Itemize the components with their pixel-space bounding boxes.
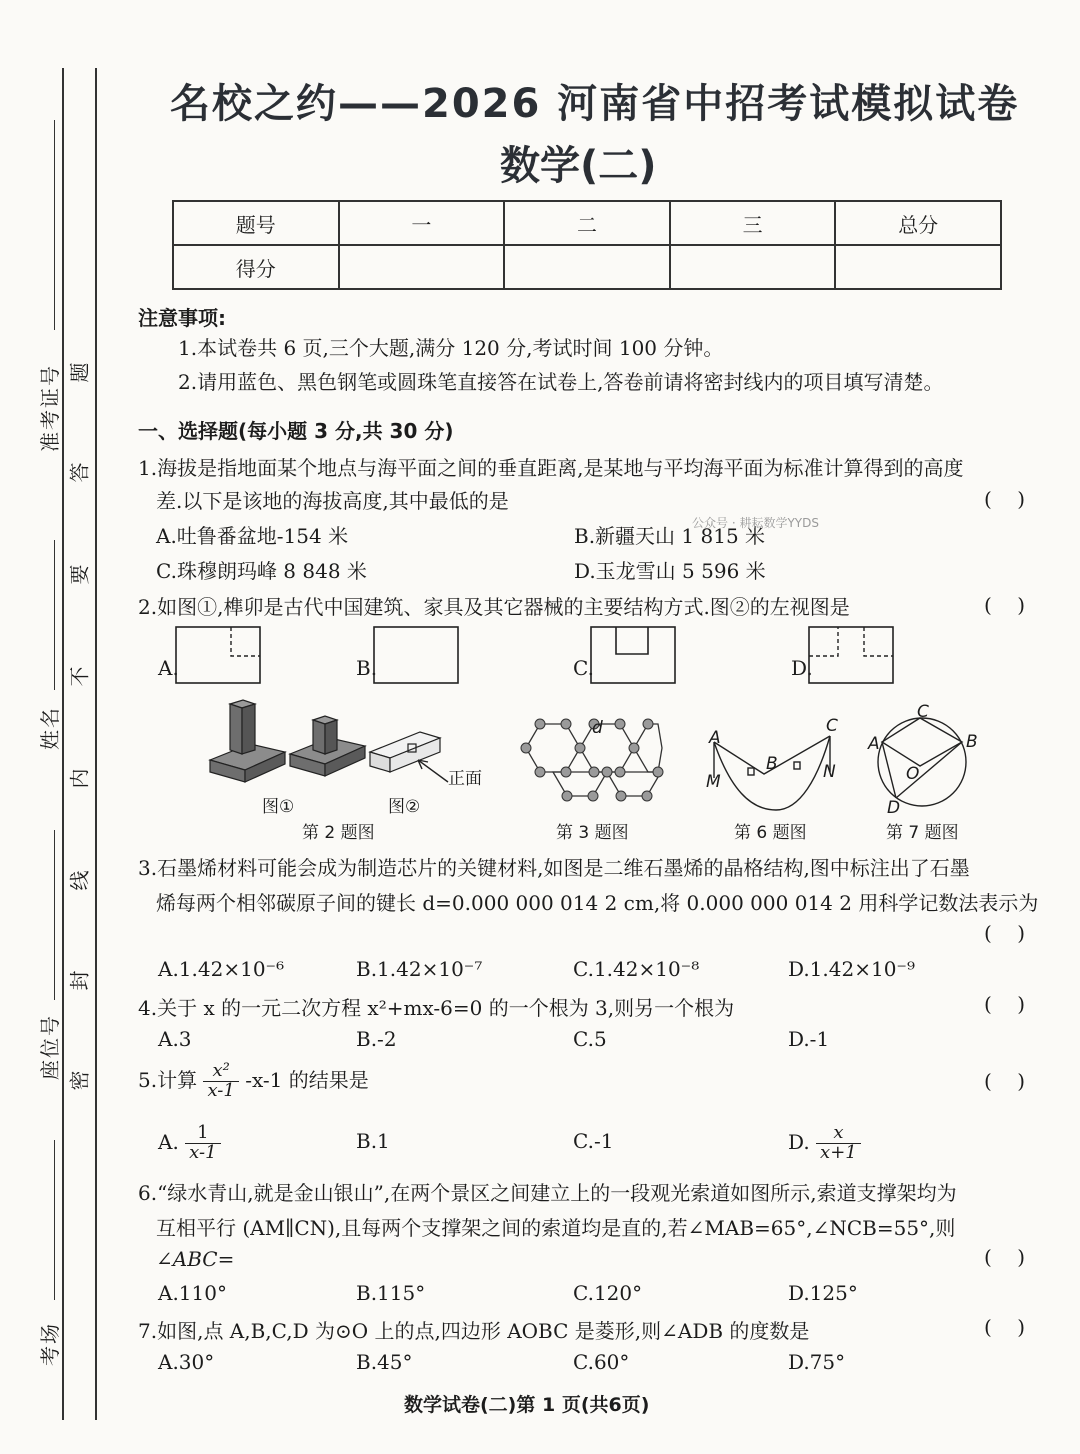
q7-circle-figure [872, 712, 972, 812]
q7-text: 7.如图,点 A,B,C,D 为⊙O 上的点,四边形 AOBC 是菱形,则∠ADB 的度数是 [138, 1319, 810, 1343]
q7-option-b[interactable]: B.45° [356, 1350, 413, 1374]
q5-option-a-fraction [185, 1124, 220, 1163]
q3-figure-caption: 第 3 题图 [556, 823, 629, 843]
q5-option-a-den: x-1 [189, 1141, 217, 1163]
exam-id-blank [54, 120, 55, 330]
score-header-cell: 总分 [835, 201, 1001, 245]
q5-option-a-num: 1 [185, 1124, 220, 1144]
q1-option-c[interactable]: C.珠穆朗玛峰 8 848 米 [156, 559, 367, 583]
q2-option-b-figure [373, 626, 463, 688]
q4-option-c[interactable]: C.5 [573, 1027, 607, 1051]
q3-option-d[interactable]: D.1.42×10⁻⁹ [788, 957, 915, 981]
score-row-label: 得分 [173, 245, 339, 289]
q2-option-d[interactable]: D. [791, 656, 813, 680]
fig7-label-c: C [917, 702, 929, 722]
q5-option-b[interactable]: B.1 [356, 1129, 390, 1153]
page-footer: 数学试卷(二)第 1 页(共6页) [404, 1394, 650, 1416]
seat-blank [54, 830, 55, 1000]
q2-option-d-figure [808, 626, 898, 688]
seal-char-6: 线 [67, 870, 92, 891]
score-cell[interactable] [835, 245, 1001, 289]
q6-text-line2: 互相平行 (AM∥CN),且每两个支撑架之间的索道均是直的,若∠MAB=65°,∠NCB=55°,则 [156, 1216, 956, 1240]
q5-option-d-den: x+1 [820, 1141, 857, 1163]
fig6-label-m: M [706, 772, 721, 792]
seal-char-3: 要 [67, 564, 92, 585]
q1-option-a[interactable]: A.吐鲁番盆地-154 米 [156, 524, 349, 548]
fig6-label-n: N [823, 762, 836, 782]
q5-answer-blank[interactable]: ( ) [984, 1069, 1026, 1093]
binding-line-inner [95, 68, 97, 1420]
q4-answer-blank[interactable]: ( ) [984, 992, 1026, 1016]
q5-option-d[interactable] [788, 1124, 861, 1163]
q5-option-c[interactable]: C.-1 [573, 1129, 614, 1153]
q6-option-b[interactable]: B.115° [356, 1281, 426, 1305]
notice-heading: 注意事项: [138, 306, 226, 330]
q2-option-c-figure [590, 626, 680, 688]
room-label: 考场 [38, 1322, 62, 1366]
q4-option-b[interactable]: B.-2 [356, 1027, 397, 1051]
q5-text [138, 1062, 369, 1101]
q3-text-line2: 烯每两个相邻碳原子间的键长 d=0.000 000 014 2 cm,将 0.000 000 014 2 用科学记数法表示为 [156, 891, 1039, 915]
q4-text: 4.关于 x 的一元二次方程 x²+mx-6=0 的一个根为 3,则另一个根为 [138, 996, 735, 1020]
q5-frac-den: x-1 [207, 1079, 235, 1101]
q6-answer-blank[interactable]: ( ) [984, 1245, 1026, 1269]
seal-char-5: 内 [67, 768, 92, 789]
q5-prefix: 5.计算 [138, 1067, 198, 1092]
q7-option-a[interactable]: A.30° [158, 1350, 215, 1374]
q1-text-line1: 1.海拔是指地面某个地点与海平面之间的垂直距离,是某地与平均海平面为标准计算得到的高度 [138, 456, 964, 480]
fig-2-label: 图② [388, 797, 421, 817]
seal-char-8: 密 [67, 1070, 92, 1091]
q7-answer-blank[interactable]: ( ) [984, 1315, 1026, 1339]
q5-option-d-label: D. [788, 1129, 810, 1154]
fig7-label-a: A [868, 734, 880, 754]
q5-fraction [203, 1062, 238, 1101]
q3-option-b[interactable]: B.1.42×10⁻⁷ [356, 957, 483, 981]
q5-option-d-fraction [816, 1124, 861, 1163]
room-blank [54, 1140, 55, 1300]
score-cell[interactable] [504, 245, 670, 289]
fig6-label-a: A [709, 728, 721, 748]
seal-char-4: 不 [67, 666, 92, 687]
q6-option-a[interactable]: A.110° [158, 1281, 227, 1305]
q3-option-a[interactable]: A.1.42×10⁻⁶ [158, 957, 285, 981]
q7-option-d[interactable]: D.75° [788, 1350, 846, 1374]
score-header-cell: 二 [504, 201, 670, 245]
fig3-label-d: d [592, 718, 603, 738]
q3-text-line1: 3.石墨烯材料可能会成为制造芯片的关键材料,如图是二维石墨烯的晶格结构,图中标注出了石墨 [138, 856, 970, 880]
seat-label: 座位号 [38, 1014, 62, 1080]
q3-answer-blank[interactable]: ( ) [984, 921, 1026, 945]
q1-option-d[interactable]: D.玉龙雪山 5 596 米 [574, 559, 766, 583]
fig6-label-b: B [766, 754, 778, 774]
name-label: 姓名 [38, 706, 62, 750]
fig6-label-c: C [826, 716, 838, 736]
front-arrow-icon [412, 756, 452, 786]
q1-text-line2: 差.以下是该地的海拔高度,其中最低的是 [156, 489, 509, 513]
q2-option-a[interactable]: A. [158, 656, 179, 680]
q5-option-d-num: x [816, 1124, 861, 1144]
score-cell[interactable] [339, 245, 505, 289]
score-header-cell: 一 [339, 201, 505, 245]
q5-suffix: -x-1 的结果是 [245, 1067, 369, 1092]
q5-option-a-label: A. [158, 1129, 179, 1154]
q1-answer-blank[interactable]: ( ) [984, 487, 1026, 511]
q2-option-c[interactable]: C. [573, 656, 594, 680]
seal-char-2: 答 [67, 462, 92, 483]
q6-text-line3: ∠ABC= [156, 1247, 235, 1271]
notice-item-1: 1.本试卷共 6 页,三个大题,满分 120 分,考试时间 100 分钟。 [178, 336, 724, 360]
q2-figure-caption: 第 2 题图 [302, 823, 375, 843]
q2-option-b[interactable]: B. [356, 656, 378, 680]
q5-frac-num: x² [203, 1062, 238, 1082]
q7-option-c[interactable]: C.60° [573, 1350, 630, 1374]
q2-option-a-figure [175, 626, 265, 688]
seal-char-7: 封 [67, 970, 92, 991]
fig-1-label: 图① [262, 797, 295, 817]
q6-option-c[interactable]: C.120° [573, 1281, 643, 1305]
score-table [172, 200, 1002, 290]
q5-option-a[interactable] [158, 1124, 221, 1163]
q2-text: 2.如图①,榫卯是古代中国建筑、家具及其它器械的主要结构方式.图②的左视图是 [138, 595, 850, 619]
score-header-cell: 三 [670, 201, 836, 245]
q3-option-c[interactable]: C.1.42×10⁻⁸ [573, 957, 700, 981]
name-blank [54, 540, 55, 690]
q6-option-d[interactable]: D.125° [788, 1281, 858, 1305]
exam-title: 名校之约——2026 河南省中招考试模拟试卷 [170, 81, 1020, 127]
exam-subtitle: 数学(二) [500, 143, 657, 189]
q7-figure-caption: 第 7 题图 [886, 823, 959, 843]
q6-text-line1: 6.“绿水青山,就是金山银山”,在两个景区之间建立上的一段观光索道如图所示,索道支撑架均为 [138, 1181, 957, 1205]
watermark: 公众号 · 耕耘数学YYDS [692, 516, 819, 530]
fig7-label-o: O [906, 764, 920, 784]
seal-char-1: 题 [67, 362, 92, 383]
fig7-label-d: D [887, 798, 901, 818]
score-cell[interactable] [670, 245, 836, 289]
score-header-cell: 题号 [173, 201, 339, 245]
q1-option-b[interactable]: B.新疆天山 1 815 米 [574, 524, 766, 548]
q6-figure-caption: 第 6 题图 [734, 823, 807, 843]
section-1-heading: 一、选择题(每小题 3 分,共 30 分) [138, 419, 454, 443]
fig7-label-b: B [966, 732, 978, 752]
q2-answer-blank[interactable]: ( ) [984, 593, 1026, 617]
exam-id-label: 准考证号 [38, 364, 62, 452]
front-label: 正面 [448, 769, 482, 789]
q4-option-a[interactable]: A.3 [158, 1027, 192, 1051]
notice-item-2: 2.请用蓝色、黑色钢笔或圆珠笔直接答在试卷上,答卷前请将密封线内的项目填写清楚。 [178, 370, 944, 394]
q4-option-d[interactable]: D.-1 [788, 1027, 830, 1051]
